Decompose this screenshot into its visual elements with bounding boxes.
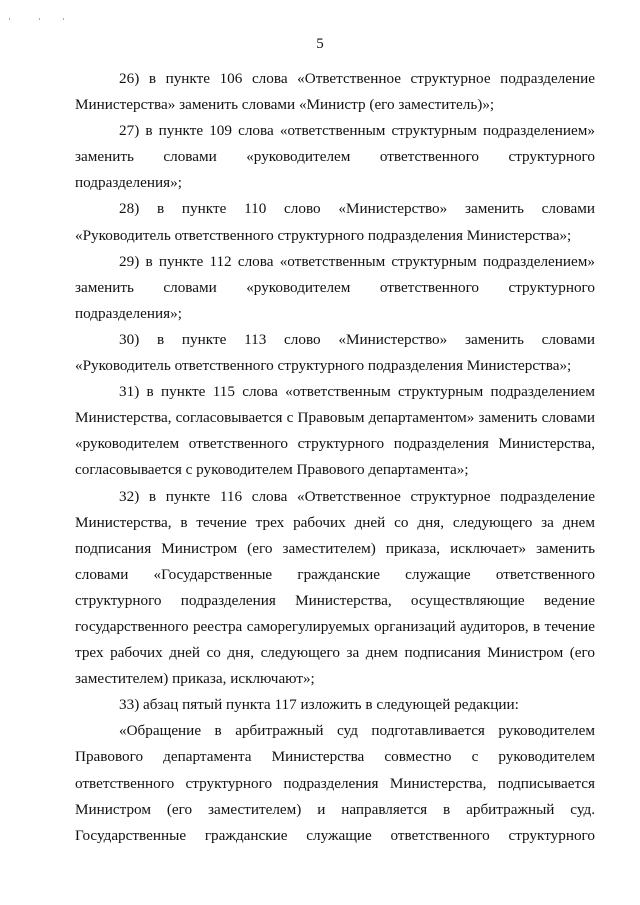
text-line: трех рабочих дней со дня, следующего за днем подписания Министром (его bbox=[75, 644, 595, 662]
text-line: 27) в пункте 109 слова «ответственным структурным подразделением» bbox=[119, 122, 595, 140]
scan-mark: · bbox=[38, 14, 41, 24]
text-line: «Руководитель ответственного структурного подразделения Министерства»; bbox=[75, 357, 572, 375]
paragraph-p28 bbox=[75, 196, 595, 248]
text-line: «Обращение в арбитражный суд подготавливается руководителем bbox=[119, 722, 595, 740]
paragraph-p33 bbox=[75, 692, 595, 718]
paragraph-p27 bbox=[75, 118, 595, 196]
text-line: Правового департамента Министерства совместно с руководителем bbox=[75, 748, 595, 766]
paragraph-p32 bbox=[75, 484, 595, 693]
text-line: 33) абзац пятый пункта 117 изложить в следующей редакции: bbox=[119, 696, 519, 714]
paragraph-p29 bbox=[75, 249, 595, 327]
scan-mark: · bbox=[62, 14, 65, 24]
page-number: 5 bbox=[316, 36, 324, 52]
paragraph-p30 bbox=[75, 327, 595, 379]
text-line: 32) в пункте 116 слова «Ответственное структурное подразделение bbox=[119, 487, 595, 505]
paragraph-p33-quote bbox=[75, 718, 595, 848]
document-body bbox=[75, 66, 595, 849]
text-line: 31) в пункте 115 слова «ответственным структурным подразделением bbox=[119, 383, 595, 401]
text-line: 29) в пункте 112 слова «ответственным структурным подразделением» bbox=[119, 252, 595, 270]
text-line: словами «Государственные гражданские служащие ответственного bbox=[75, 565, 595, 583]
text-line: Министерства, согласовывается с Правовым департаментом» заменить словами bbox=[75, 409, 595, 427]
text-line: Государственные гражданские служащие ответственного структурного bbox=[75, 826, 595, 844]
scan-mark: · bbox=[8, 14, 11, 24]
text-line: Министром (его заместителем) и направляется в арбитражный суд. bbox=[75, 800, 595, 818]
text-line: Министерства, в течение трех рабочих дней со дня, следующего за днем bbox=[75, 513, 595, 531]
text-line: заменить словами «руководителем ответственного структурного bbox=[75, 148, 595, 166]
text-line: заменить словами «руководителем ответственного структурного bbox=[75, 278, 595, 296]
text-line: 30) в пункте 113 слово «Министерство» заменить словами bbox=[119, 330, 595, 348]
text-line: согласовывается с руководителем Правового департамента»; bbox=[75, 461, 469, 479]
text-line: подписания Министром (его заместителем) приказа, исключает» заменить bbox=[75, 539, 595, 557]
text-line: структурного подразделения Министерства, осуществляющие ведение bbox=[75, 591, 595, 609]
text-line: ответственного структурного подразделения Министерства, подписывается bbox=[75, 774, 595, 792]
text-line: «руководителем ответственного структурного подразделения Министерства, bbox=[75, 435, 595, 453]
text-line: «Руководитель ответственного структурного подразделения Министерства»; bbox=[75, 226, 572, 244]
paragraph-p26 bbox=[75, 66, 595, 118]
text-line: государственного реестра саморегулируемых организаций аудиторов, в течение bbox=[75, 617, 595, 635]
text-line: подразделения»; bbox=[75, 174, 182, 192]
text-line: подразделения»; bbox=[75, 304, 182, 322]
text-line: 28) в пункте 110 слово «Министерство» заменить словами bbox=[119, 200, 595, 218]
text-line: 26) в пункте 106 слова «Ответственное структурное подразделение bbox=[119, 70, 595, 87]
text-line: Министерства» заменить словами «Министр (его заместитель)»; bbox=[75, 96, 495, 114]
text-line: заместителем) приказа, исключают»; bbox=[75, 670, 315, 688]
paragraph-p31 bbox=[75, 379, 595, 483]
